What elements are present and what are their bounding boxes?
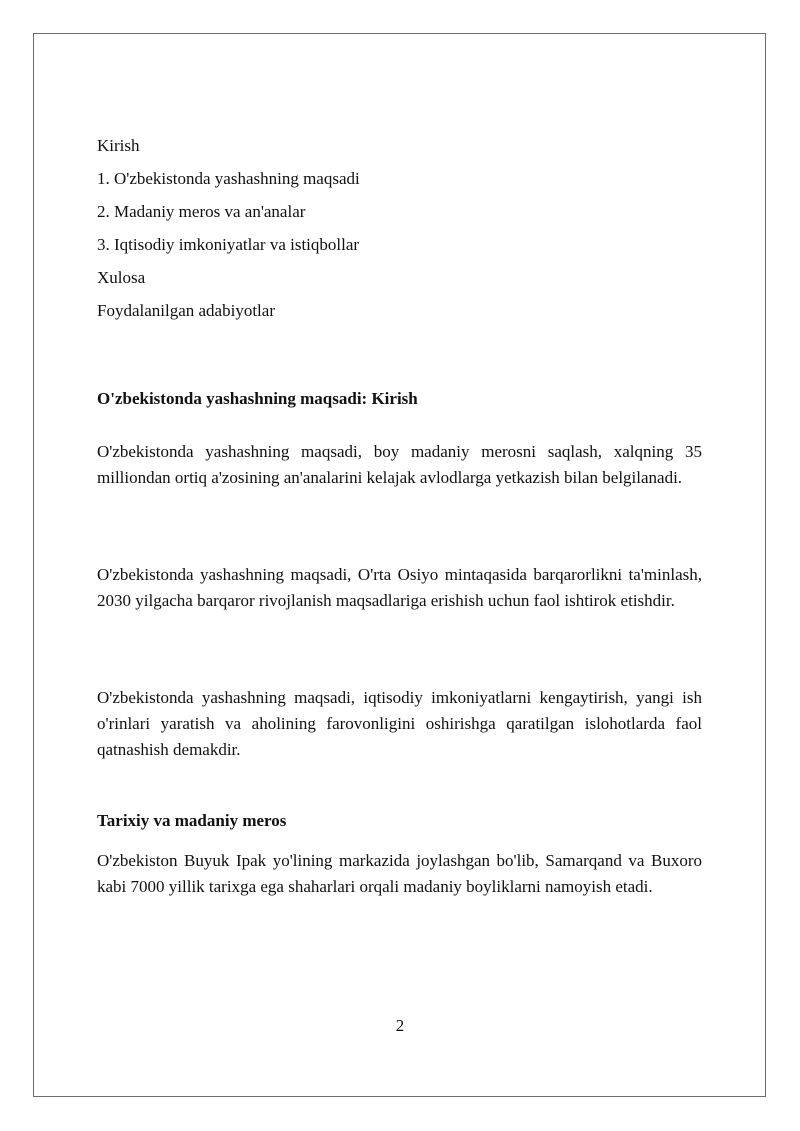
toc-item-2: 2. Madaniy meros va an'analar <box>97 202 306 221</box>
toc-item-intro: Kirish <box>97 136 140 155</box>
toc-item-3: 3. Iqtisodiy imkoniyatlar va istiqbollar <box>97 235 360 254</box>
paragraph: O'zbekistonda yashashning maqsadi, boy madaniy merosni saqlash, xalqning 35 milliondan ortiq a'zosining an'analarini kelajak avlodlarga yetkazish bilan belgilanadi. <box>97 442 702 487</box>
page-number: 2 <box>395 1016 405 1035</box>
toc-item-conclusion: Xulosa <box>97 268 146 287</box>
toc-item-1: 1. O'zbekistonda yashashning maqsadi <box>97 169 360 188</box>
paragraph: O'zbekistonda yashashning maqsadi, iqtisodiy imkoniyatlarni kengaytirish, yangi ish o'rinlari yaratish va aholining farovonligini oshirishga qaratilgan islohotlarda faol qatnashish demakdir. <box>97 688 702 759</box>
section-heading-intro: O'zbekistonda yashashning maqsadi: Kirish <box>97 389 418 408</box>
toc-item-references: Foydalanilgan adabiyotlar <box>97 301 275 320</box>
table-of-contents <box>97 129 707 327</box>
paragraph: O'zbekiston Buyuk Ipak yo'lining markazida joylashgan bo'lib, Samarqand va Buxoro kabi 7000 yillik tarixga ega shaharlari orqali madaniy boyliklarni namoyish etadi. <box>97 851 702 896</box>
section-heading-heritage: Tarixiy va madaniy meros <box>97 811 287 830</box>
paragraph: O'zbekistonda yashashning maqsadi, O'rta Osiyo mintaqasida barqarorlikni ta'minlash, 2030 yilgacha barqaror rivojlanish maqsadlariga erishish uchun faol ishtirok etishdir. <box>97 565 702 610</box>
